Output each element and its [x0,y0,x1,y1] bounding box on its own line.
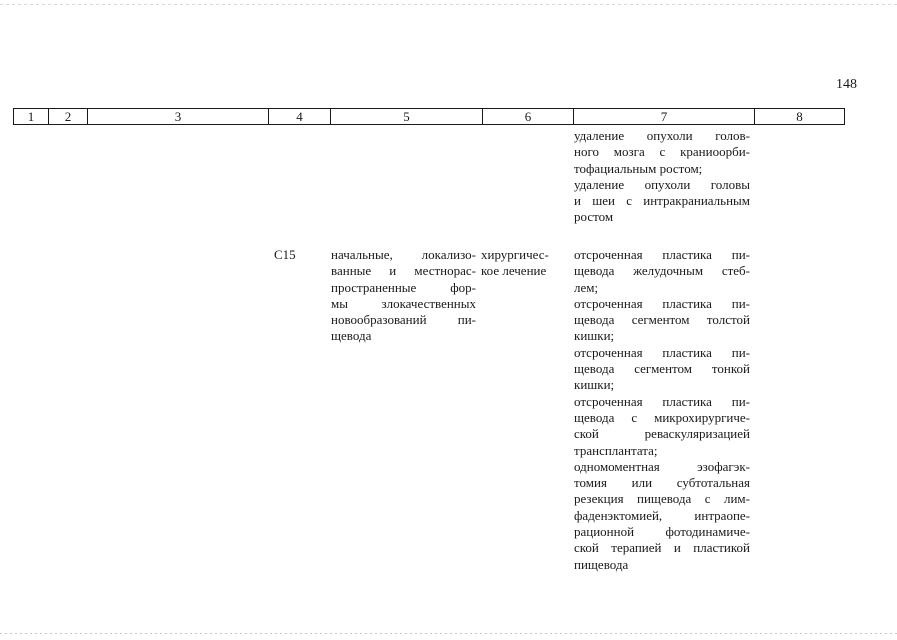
text-line: ного мозга с краниоорби- [574,144,750,160]
text-line: ской реваскуляризацией [574,426,750,442]
text-line: мы злокачественных [331,295,476,311]
text-line: кишки; [574,377,615,393]
text-line: томия или субтотальная [574,475,750,491]
text-line: фаденэктомией, интраопе- [574,507,750,523]
text-line: одномоментная эзофагэк- [574,458,750,474]
column-header-8: 8 [796,109,803,124]
text-line: ванные и местнорас- [331,263,476,279]
text-line: кое лечение [481,263,547,279]
table-header-row [13,108,845,125]
text-line: отсроченная пластика пи- [574,393,750,409]
column-header-6: 6 [524,109,532,124]
column-header-5: 5 [403,109,410,124]
text-line: рационной фотодинамиче- [574,524,750,540]
column-header-7: 7 [660,109,668,124]
treatment-type [481,247,561,280]
page-number: 148 [836,77,857,92]
text-line: щевода желудочным стеб- [574,263,750,279]
column-header-3: 3 [174,109,182,124]
text-line: пространенные фор- [331,279,476,295]
diagnosis-code: C15 [274,247,296,262]
column-header-2: 2 [64,109,72,124]
text-line: лем; [574,279,599,295]
text-line: щевода сегментом толстой [574,312,750,328]
column-header-4: 4 [296,109,303,124]
text-line: пищевода [574,556,629,572]
text-line: резекция пищевода с лим- [574,491,750,507]
text-line: кишки; [574,328,615,344]
text-line: трансплантата; [574,442,658,458]
patient-model [331,247,476,345]
treatment-methods [574,247,750,573]
text-line: щевода [331,328,372,344]
text-line: ростом [574,209,614,225]
column-header-1: 1 [27,109,35,124]
text-line: новообразований пи- [331,312,476,328]
text-line: удаление опухоли головы [574,176,750,192]
text-line: отсроченная пластика пи- [574,295,750,311]
text-line: и шеи с интракраниальным [574,193,750,209]
text-line: отсроченная пластика пи- [574,344,750,360]
text-line: удаление опухоли голов- [574,128,750,143]
text-line: тофациальным ростом; [574,160,703,176]
text-line: начальные, локализо- [331,247,476,262]
continuation-procedures [574,128,750,226]
scan-edge-bottom [0,633,897,634]
text-line: отсроченная пластика пи- [574,247,750,262]
text-line: ской терапией и пластикой [574,540,750,556]
text-line: щевода сегментом тонкой [574,361,750,377]
text-line: хирургичес- [481,247,549,262]
text-line: щевода с микрохирургиче- [574,409,750,425]
scan-edge-top [0,4,897,5]
